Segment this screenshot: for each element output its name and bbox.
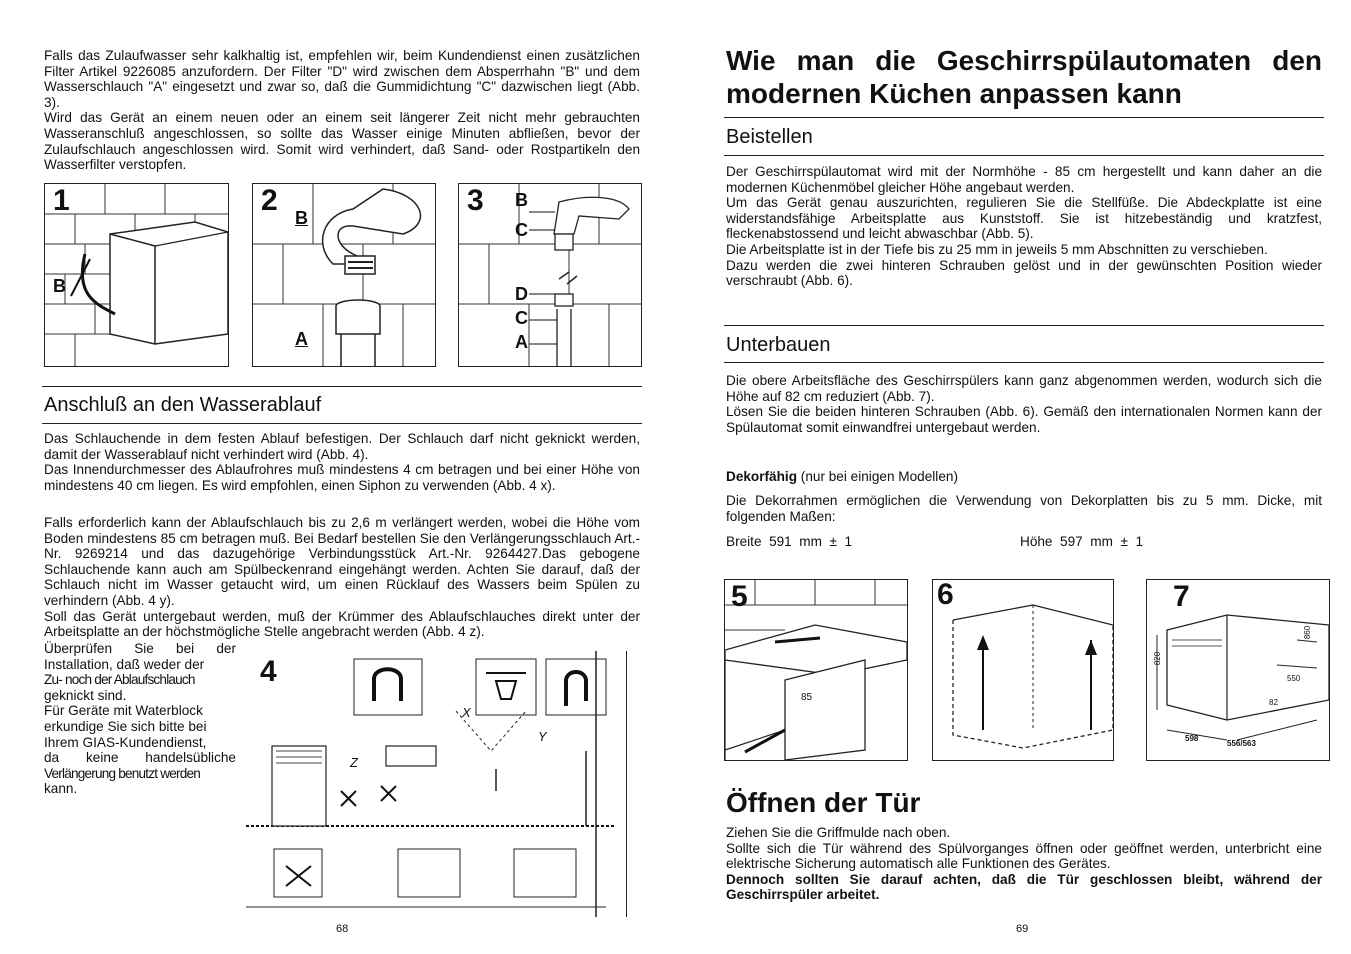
dekor-label: Dekorfähig — [726, 469, 798, 484]
figure-3-drawing — [459, 184, 641, 366]
figure-4-drain-installation — [246, 651, 627, 917]
check-line-1: Überprüfen Sie bei der — [44, 641, 236, 656]
beistellen-paragraph — [726, 164, 1322, 289]
unterbauen-rule-top — [724, 325, 1324, 326]
intro-text-2: Wird das Gerät an einem neuen oder an einem seit längerer Zeit nicht mehr gebrauchten Wasseranschluß angeschlossen, so sollte das Wasser einige Minuten abfließen, bevor der Zulaufschlauch angeschlossen wird. Somit wird verhindert, daß Sand- oder Rostpartikeln den Wasserfilter verstopfen. — [44, 110, 640, 173]
unterbauen-text-1: Die obere Arbeitsfläche des Geschirrspülers kann ganz abgenommen werden, wodurch sich die Höhe auf 82 cm reduziert (Abb. 7). — [726, 373, 1322, 404]
dekor-hoehe: Höhe 597 mm ± 1 — [1020, 534, 1144, 549]
check-line-7: Ihrem GIAS-Kundendienst, — [44, 734, 207, 750]
check-line-2: Installation, daß weder der — [44, 656, 205, 672]
figure-3-filter-assembly — [458, 183, 642, 367]
intro-text-1: Falls das Zulaufwasser sehr kalkhaltig ist, empfehlen wir, beim Kundendienst einen zusätzlichen Filter Artikel 9226085 anzufordern. Der Filter "D" wird zwischen dem Absperrhahn "B" und dem Wasserschlauch "A" eingesetzt und zwar so, daß die Gummidichtung "C" dazwischen liegt (Abb. 3). — [44, 48, 640, 110]
figure-6-drawing — [933, 580, 1113, 760]
check-line-10: kann. — [44, 781, 78, 797]
figure-1-dishwasher-inlet — [44, 183, 229, 367]
unterbauen-rule-bottom — [724, 362, 1324, 363]
figure-2-label-b: B — [295, 208, 308, 228]
check-line-3: Zu- noch der Ablaufschlauch — [44, 672, 195, 688]
unterbauen-paragraph — [726, 373, 1322, 435]
figure-5-drawing — [725, 580, 907, 760]
beistellen-text-3: Die Arbeitsplatte ist in der Tiefe bis zu 25 mm in jeweils 5 mm Abschnitten zu verschieben. — [726, 241, 1268, 257]
beistellen-text-1: Der Geschirrspülautomat wird mit der Normhöhe - 85 cm hergestellt und kann daher an die modernen Küchenmöbel gleicher Höhe angebaut werden. — [726, 164, 1322, 195]
check-line-8: da keine handelsübliche — [44, 750, 236, 766]
drain-text-2: Das Innendurchmesser des Ablaufrohres muß mindestens 4 cm betragen und bei einer Höhe von mindestens 40 cm liegen. Es wird empfohlen, einen Siphon zu verwenden (Abb. 4 x). — [44, 462, 640, 493]
figure-4-label-z: Z — [350, 755, 358, 770]
beistellen-heading: Beistellen — [726, 126, 813, 148]
figure-7-label-550: 550 — [1287, 674, 1301, 683]
dekor-note: (nur bei einigen Modellen) — [797, 469, 958, 484]
figure-3-label-c-bottom: C — [515, 308, 528, 328]
figure-4-drawing — [246, 651, 626, 917]
drain-heading: Anschluß an den Wasserablauf — [44, 394, 322, 416]
dekor-breite: Breite 591 mm ± 1 — [726, 534, 853, 549]
drain-text-4: Soll das Gerät untergebaut werden, muß der Krümmer des Ablaufschlauches direkt unter der Arbeitsplatte an der höchstmögliche Stelle angebracht werden (Abb. 4 z). — [44, 608, 640, 640]
figure-6-rear-screws — [932, 579, 1114, 761]
door-text-1: Ziehen Sie die Griffmulde nach oben. — [726, 825, 951, 840]
check-line-5: Für Geräte mit Waterblock — [44, 703, 203, 719]
figure-7-label-height: 820 — [1153, 651, 1163, 666]
figure-3-label-d: D — [515, 284, 528, 304]
figure-7-built-in-dimensions — [1146, 579, 1330, 761]
figure-7-label-860: 860 — [1303, 625, 1313, 640]
figure-3-label-c-top: C — [515, 220, 528, 240]
drain-text-3: Falls erforderlich kann der Ablaufschlauch bis zu 2,6 m verlängert werden, wobei die Höhe vom Boden mindestens 85 cm betragen muß. Bei Bedarf bestellen Sie den Verlängerungsschlauch Art.-Nr. 9269214 und das dazugehörige Verbindungsstück Art.-Nr. 9264427.Das gebogene Schlauchende kann auch am Spülbeckenrand eingehängt werden. Achten Sie darauf, daß der Schlauch nicht im Wasser getaucht wird, um einen Rücklauf des Wassers beim Spülen zu verhindern (Abb. 4 y). — [44, 515, 640, 608]
figure-4-number: 4 — [260, 655, 277, 688]
figure-7-label-width: 598 — [1185, 734, 1199, 743]
unterbauen-text-2: Lösen Sie die beiden hinteren Schrauben (Abb. 6). Gemäß den internationalen Normen kann der Spülautomat somit einwandfrei untergebaut werden. — [726, 404, 1322, 435]
check-line-6: erkundige Sie sich bitte bei — [44, 718, 207, 734]
check-paragraph — [44, 641, 236, 797]
intro-paragraph — [44, 48, 640, 173]
beistellen-text-4: Dazu werden die zwei hinteren Schrauben gelöst und in der gewünschten Position wieder verschraubt (Abb. 6). — [726, 257, 1322, 289]
figure-5-label: 85 — [801, 692, 813, 703]
door-warning: Dennoch sollten Sie darauf achten, daß die Tür geschlossen bleibt, während der Geschirrspüler arbeitet. — [726, 871, 1322, 903]
title-rule — [724, 117, 1324, 118]
figure-4-label-x: X — [462, 705, 471, 720]
page-title: Wie man die Geschirrspülautomaten den modernen Küchen anpassen kann — [726, 45, 1322, 109]
beistellen-rule — [724, 155, 1324, 156]
figure-7-label-depth: 556/563 — [1227, 739, 1256, 748]
figure-7-number: 7 — [1173, 580, 1190, 613]
drain-paragraph-1 — [44, 431, 640, 493]
figure-3-label-a: A — [515, 332, 528, 352]
figure-2-drawing — [253, 184, 435, 366]
drain-text-1: Das Schlauchende in dem festen Ablauf befestigen. Der Schlauch darf nicht geknickt werden, damit der Wasserablauf nicht verhindert wird (Abb. 4). — [44, 431, 640, 462]
page-number-right: 69 — [1016, 923, 1029, 935]
dekor-paragraph: Die Dekorrahmen ermöglichen die Verwendung von Dekorplatten bis zu 5 mm. Dicke, mit folgenden Maßen: — [726, 493, 1322, 524]
figure-1-number: 1 — [53, 184, 70, 217]
door-title: Öffnen der Tür — [726, 787, 921, 818]
drain-paragraph-2 — [44, 515, 640, 640]
figure-2-number: 2 — [261, 184, 278, 217]
check-line-9: Verlängerung benutzt werden — [44, 765, 201, 781]
figure-1-label-b: B — [53, 276, 66, 296]
figure-2-label-a: A — [295, 329, 308, 349]
dekor-heading-line — [726, 469, 1322, 485]
door-text-2: Sollte sich die Tür während des Spülvorganges öffnen oder geöffnet werden, unterbricht eine elektrische Sicherung automatisch alle Funktionen des Gerätes. — [726, 840, 1322, 872]
unterbauen-heading: Unterbauen — [726, 334, 831, 356]
page-number-left: 68 — [336, 923, 349, 935]
door-paragraph — [726, 825, 1322, 903]
figure-1-drawing — [45, 184, 228, 366]
figure-6-number: 6 — [937, 579, 954, 611]
figure-3-label-b: B — [515, 190, 528, 210]
left-section-rule-bottom — [42, 423, 642, 424]
figure-7-label-82: 82 — [1269, 698, 1278, 707]
beistellen-text-2: Um das Gerät genau auszurichten, regulieren Sie die Stellfüße. Die Abdeckplatte ist eine widerstandsfähige Arbeitsplatte aus Kunststoff. Sie ist hitzebeständig und kratzfest, fleckenabstossend und leicht abwaschbar (Abb. 5). — [726, 195, 1322, 242]
check-line-4: geknickt sind. — [44, 687, 127, 703]
figure-3-number: 3 — [467, 184, 484, 217]
figure-5-number: 5 — [731, 580, 748, 613]
left-section-rule-top — [42, 386, 642, 387]
figure-2-tap-filter — [252, 183, 436, 367]
figure-5-worktop — [724, 579, 908, 761]
figure-4-label-y: Y — [538, 729, 547, 744]
